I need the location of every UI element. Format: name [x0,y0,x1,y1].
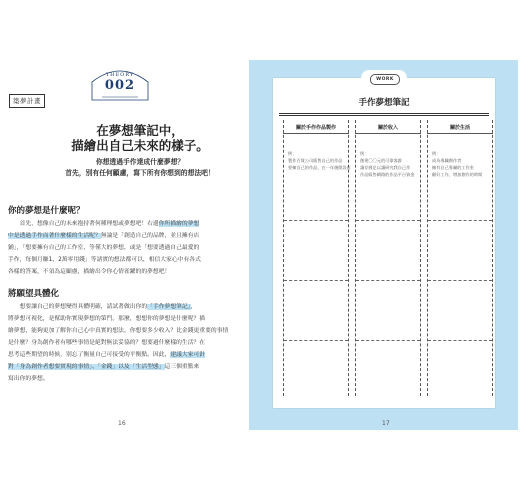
title-rule-thin [279,115,489,116]
example-line: 擁有自己專屬的工作室 [432,165,474,170]
section2-paragraph [8,301,236,385]
subtitle-line1: 你想透過手作達成什麼夢想？ [95,158,185,166]
example-line: 作品販售網路的作品平台資金 [360,172,415,177]
column-example [360,150,418,178]
theory-label: THEORY [105,72,135,78]
example-line: 例： [360,151,369,156]
writing-line[interactable] [284,340,348,341]
right-page [249,0,520,500]
example-line: 創建〇〇元的可靠客群 [360,158,402,163]
paragraph-line: 是什麼？身為創作者有哪些事情是絕對無法妥協的？想要過什麼樣的生活？在 [8,340,206,346]
paragraph-line [8,218,236,230]
column-example [288,150,351,171]
column-heading-rule [283,133,349,134]
work-badge: WORK [370,74,400,85]
paragraph-line: 寫出你的夢想。 [8,376,49,382]
writing-line[interactable] [284,220,348,221]
line-text: 思考這些期望的時候，別忘了衡量自己可接受的平衡點。因此， [8,352,171,358]
example-line: 讓存錢足以讓研究我自己作 [360,165,411,170]
highlight-text: 對「身為創作者想要實現的事情」、「金錢」以及「生活型態」 [8,364,165,370]
title-rule [279,113,489,114]
column-heading: 關於收入 [377,125,398,131]
column-income [355,120,421,396]
worksheet [273,78,495,408]
highlight-text: 中是透過手作而著什麼樣的生活呢？ [8,233,101,239]
page-number-left: 16 [118,420,126,427]
section1-heading: 你的夢想是什麼呢？ [8,206,85,216]
theory-number: 002 [104,78,136,93]
line-text: 首先，想像自己的未來抱持著何種理想或夢想吧！右邊 [8,221,159,227]
highlight-text: 「手作夢想筆記」 [147,304,191,310]
writing-line[interactable] [284,280,348,281]
line-tail: 無論是「創造自己的品牌，並且擁有店 [100,233,200,239]
theory-badge [88,62,152,102]
example-line: 製作百貨公司販售自己的作品 [288,158,343,163]
example-line: 要擁自己的作品，在一年後開設店 [288,165,351,170]
writing-line[interactable] [356,220,420,221]
paragraph-line [8,301,236,313]
example-line: 例： [432,151,441,156]
section-tag: 築夢計畫 [9,94,45,108]
example-line: 例： [288,151,297,156]
column-example [432,150,490,178]
column-production [283,120,349,396]
section1-paragraph [8,218,236,278]
column-heading-rule [427,133,493,134]
highlight-text: 建議大家可針 [170,352,206,358]
column-heading-rule [355,133,421,134]
paragraph-line: 鋪」，「想要擁有自己的工作室，等僅大的夢想，或是「想要透過自己最愛的 [8,245,200,251]
paragraph-line [8,230,236,242]
example-line: 成為專職創作者 [432,158,462,163]
left-page [0,0,249,500]
paragraph-line [8,361,236,373]
paragraph-line: 繪夢想，能夠更加了解你自己心中真實的想法，你想要多少收入？比金錢更重要的事情 [8,328,229,334]
highlight-text: 你所描繪的夢想 [158,221,200,227]
example-line: 顧好工作，增加創作的時間 [432,172,483,177]
writing-line[interactable] [428,220,492,221]
writing-line[interactable] [428,280,492,281]
paragraph-line: 手作，每個月賺1、2萬零用錢」等諸實的想法都可以，相信大家心中有各式 [8,257,201,263]
line-tail: 這三個重點來 [164,364,200,370]
line-text: 想要讓自己的夢想變得具體明確，請試著做出你的 [8,304,148,310]
paragraph-line [8,349,236,361]
subtitle-line2: 首先，別有任何顧慮，寫下所有你想到的想法吧！ [65,169,215,177]
writing-line[interactable] [356,280,420,281]
paragraph-line: 將夢想可視化，是幫助你實現夢想的第門。那麼，想想你的夢想是什麼呢？描 [8,316,206,322]
column-heading: 關於生活 [449,125,470,131]
page-title-line2: 描繪出自己未來的樣子。 [71,138,209,153]
column-lifestyle [427,120,493,396]
page-title-line1: 在夢想筆記中， [96,123,184,138]
writing-line[interactable] [356,340,420,341]
line-tail: ， [190,304,197,310]
section2-heading: 將願望具體化 [8,289,60,299]
column-heading: 關於手作作品製作 [295,125,336,131]
writing-line[interactable] [428,340,492,341]
paragraph-line: 各樣的答案，不須為這顧慮，描繪出令你心情雀躍的的夢想吧！ [8,269,171,275]
page-number-right: 17 [382,420,390,427]
worksheet-title: 手作夢想筆記 [358,98,410,108]
